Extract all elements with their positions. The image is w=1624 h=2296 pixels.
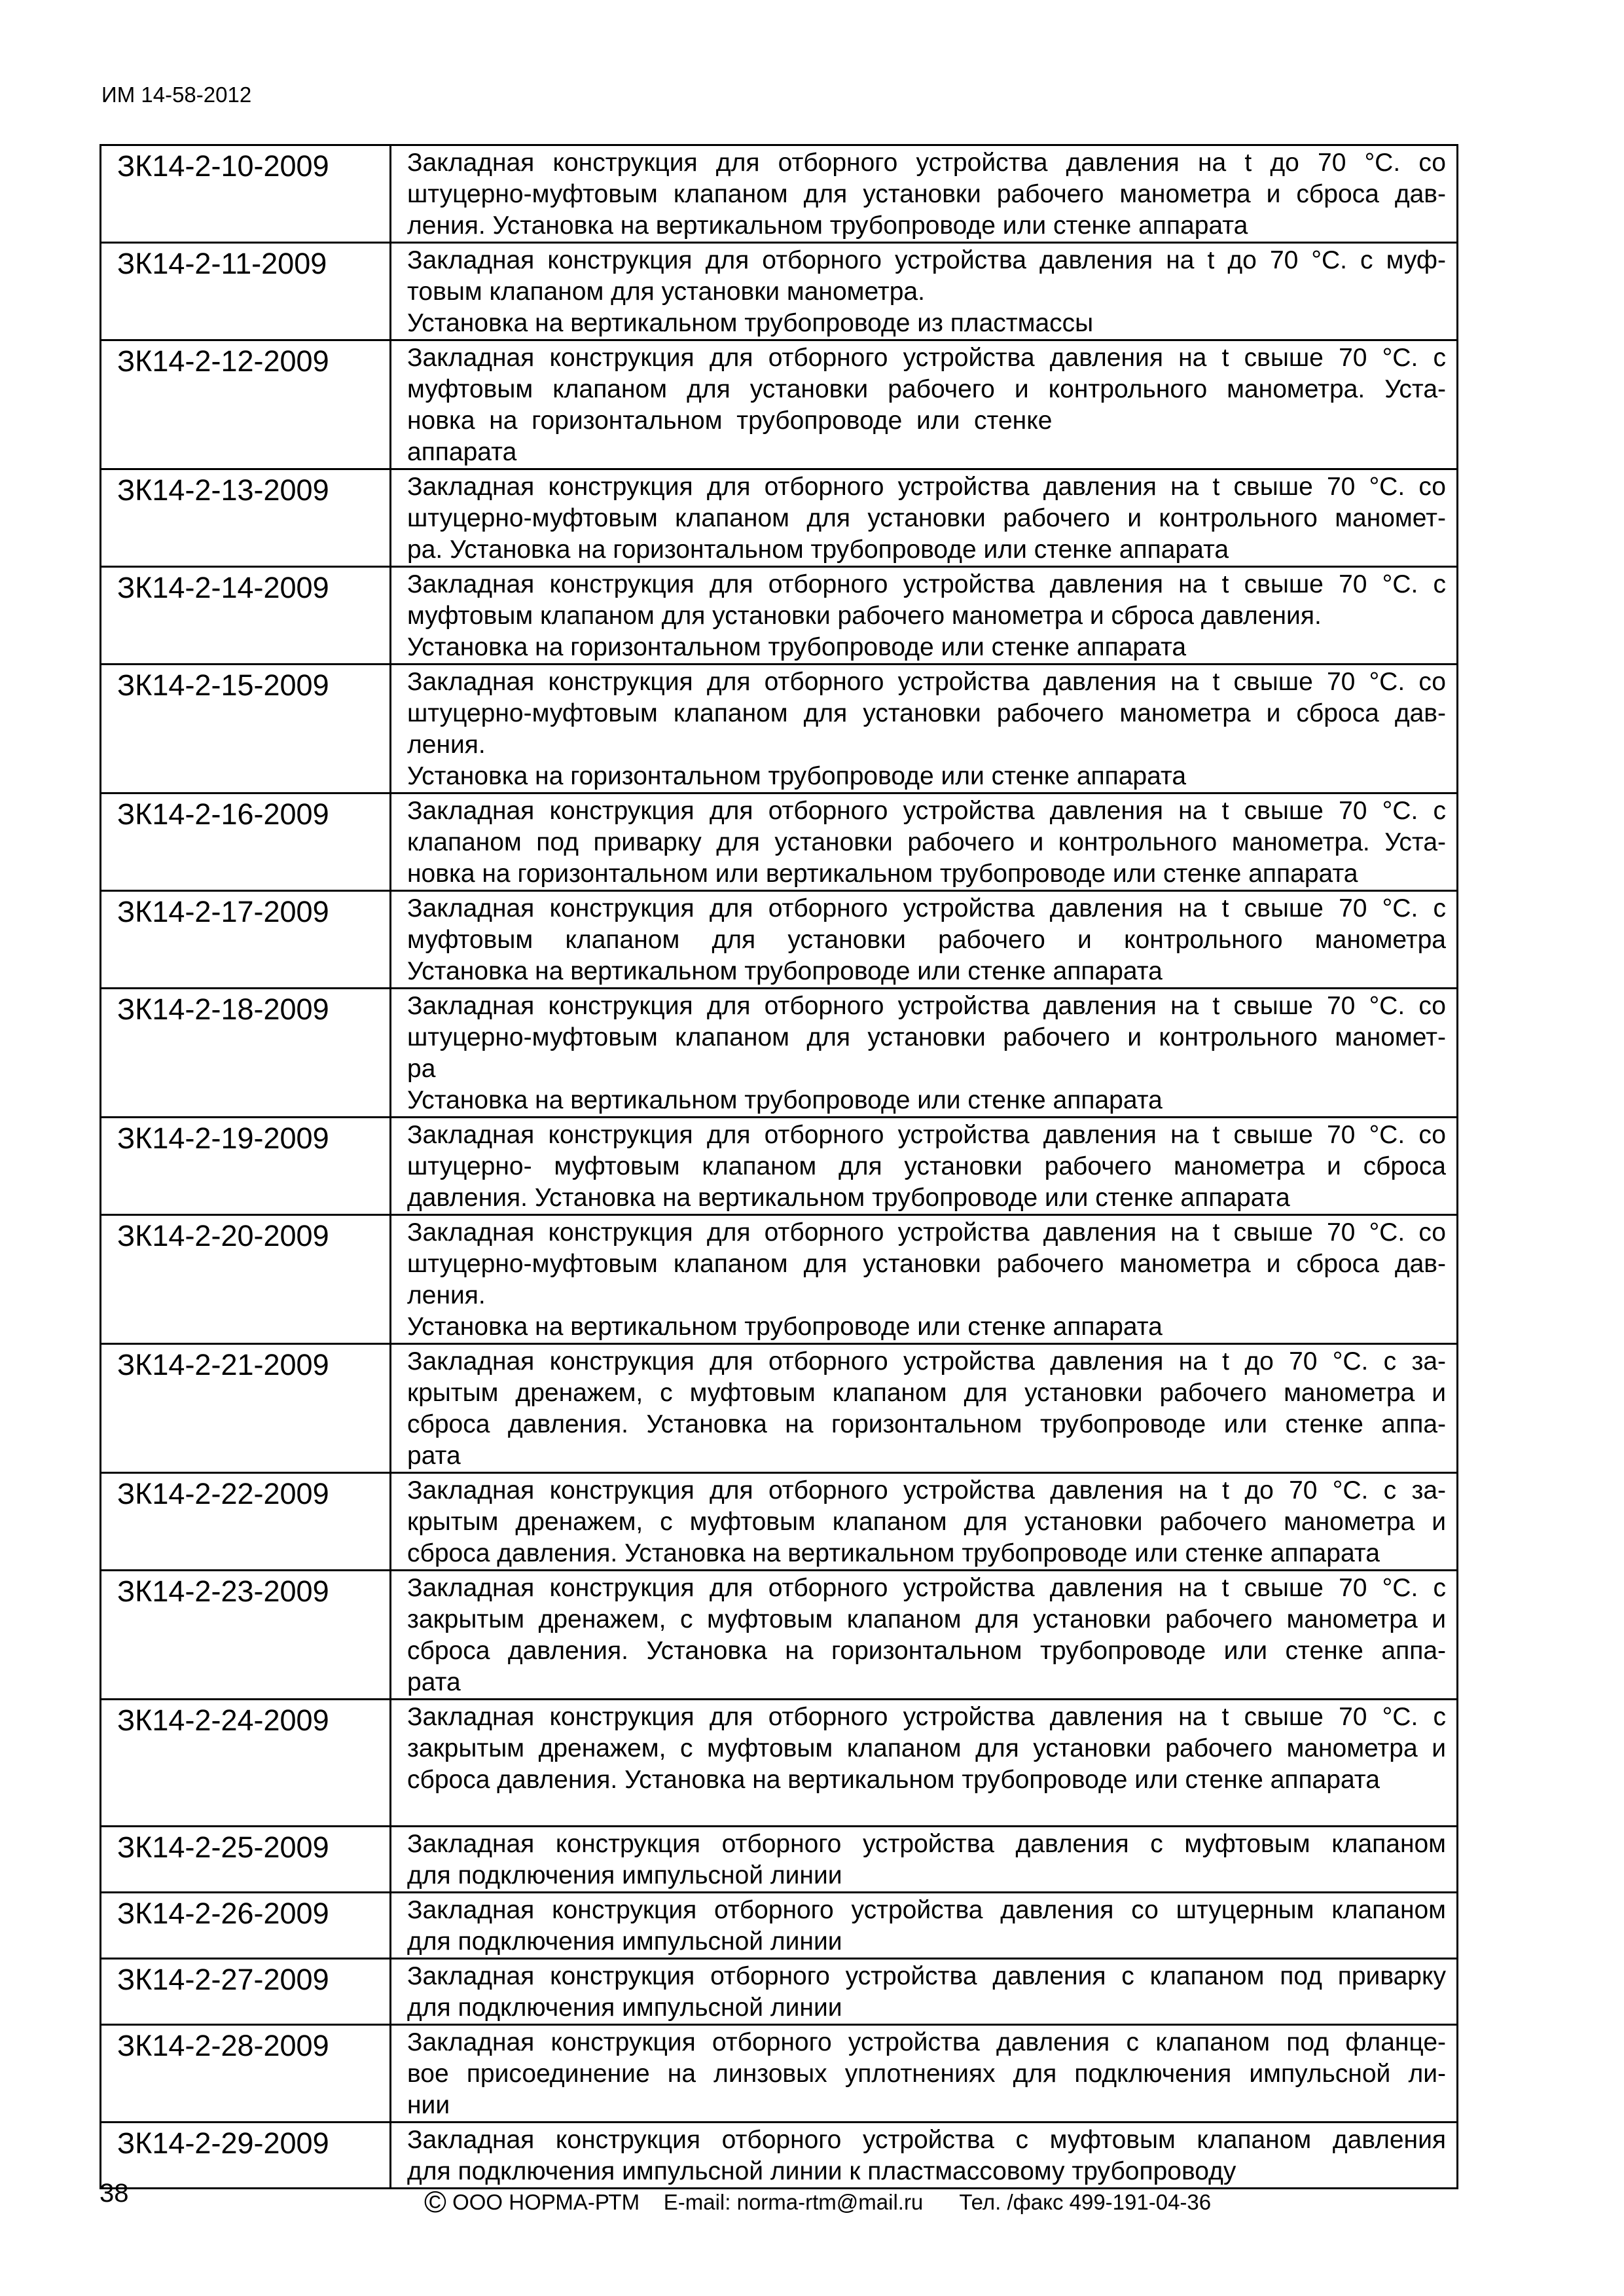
table-row — [101, 2123, 1458, 2189]
description-line: аппарата — [407, 438, 517, 466]
table-row — [101, 665, 1458, 793]
description-line: Закладная конструкция для отборного устройства давления на t свыше 70 °С. с — [407, 1574, 1446, 1602]
description-line: Закладная конструкция отборного устройства давления с муфтовым клапаном — [407, 1830, 1446, 1858]
description-cell — [391, 1893, 1458, 1959]
description-line: крытым дренажем, с муфтовым клапаном для установки рабочего манометра и — [407, 1508, 1446, 1536]
footer-email: E-mail: norma-rtm@mail.ru — [663, 2190, 924, 2214]
designation-cell: ЗК14-2-17-2009 — [101, 891, 391, 989]
description-line: Закладная конструкция для отборного устройства давления на t свыше 70 °С. с — [407, 1703, 1446, 1731]
page-number: 38 — [99, 2179, 129, 2208]
description-line: ра — [407, 1055, 436, 1083]
document-code: ИМ 14-58-2012 — [101, 82, 252, 107]
table-row — [101, 567, 1458, 665]
description-line: Установка на вертикальном трубопроводе из пластмассы — [407, 309, 1094, 337]
designation-cell: ЗК14-2-11-2009 — [101, 243, 391, 340]
description-cell — [391, 989, 1458, 1118]
description-line: крытым дренажем, с муфтовым клапаном для установки рабочего манометра и — [407, 1379, 1446, 1407]
description-line: Закладная конструкция для отборного устройства давления на t свыше 70 °С. со — [407, 473, 1446, 501]
description-cell — [391, 145, 1458, 243]
description-line: новка на горизонтальном трубопроводе или стенке — [407, 407, 1053, 435]
table-row — [101, 2025, 1458, 2123]
description-cell — [391, 665, 1458, 793]
description-line: Закладная конструкция для отборного устройства давления на t свыше 70 °С. со — [407, 992, 1446, 1020]
designation-cell: ЗК14-2-15-2009 — [101, 665, 391, 793]
description-line: для подключения импульсной линии — [407, 1927, 842, 1956]
table-row — [101, 243, 1458, 340]
description-line: Закладная конструкция для отборного устройства давления на t свыше 70 °С. с — [407, 344, 1446, 372]
table-row — [101, 469, 1458, 567]
description-line: Установка на вертикальном трубопроводе или стенке аппарата — [407, 1086, 1163, 1114]
description-line: Закладная конструкция для отборного устройства давления на t свыше 70 °С. со — [407, 1218, 1446, 1247]
designation-cell: ЗК14-2-29-2009 — [101, 2123, 391, 2189]
description-cell — [391, 1827, 1458, 1893]
designation-cell: ЗК14-2-23-2009 — [101, 1571, 391, 1700]
description-line: муфтовым клапаном для установки рабочего и контрольного манометра. Уста- — [407, 375, 1446, 403]
description-cell — [391, 891, 1458, 989]
description-line: товым клапаном для установки манометра. — [407, 278, 925, 306]
description-line: муфтовым клапаном для установки рабочего манометра и сброса давления. — [407, 602, 1322, 630]
description-line: новка на горизонтальном или вертикальном трубопроводе или стенке аппарата — [407, 860, 1358, 888]
description-line: ления. — [407, 731, 486, 759]
designation-cell: ЗК14-2-24-2009 — [101, 1700, 391, 1827]
description-line: Установка на вертикальном трубопроводе или стенке аппарата — [407, 1313, 1163, 1341]
designation-cell: ЗК14-2-26-2009 — [101, 1893, 391, 1959]
table-row — [101, 1700, 1458, 1827]
description-line: Закладная конструкция для отборного устройства давления на t свыше 70 °С. с — [407, 894, 1446, 922]
description-line: нии — [407, 2091, 450, 2119]
footer-company: ООО НОРМА-РТМ — [452, 2190, 640, 2214]
designation-cell: ЗК14-2-21-2009 — [101, 1344, 391, 1473]
footer-phone: Тел. /факс 499-191-04-36 — [959, 2190, 1212, 2214]
description-cell — [391, 1700, 1458, 1827]
description-cell — [391, 1959, 1458, 2025]
footer — [424, 2181, 1211, 2217]
designation-cell: ЗК14-2-10-2009 — [101, 145, 391, 243]
description-line: ра. Установка на горизонтальном трубопроводе или стенке аппарата — [407, 536, 1229, 564]
description-line: Закладная конструкция для отборного устройства давления на t свыше 70 °С. со — [407, 668, 1446, 696]
description-cell — [391, 2025, 1458, 2123]
description-line: рата — [407, 1668, 461, 1696]
table-row — [101, 1827, 1458, 1893]
description-line: ления. Установка на вертикальном трубопроводе или стенке аппарата — [407, 211, 1248, 240]
description-line: Закладная конструкция для отборного устройства давления на t до 70 °С. с муф- — [407, 246, 1446, 274]
table-row — [101, 1344, 1458, 1473]
description-line: Установка на горизонтальном трубопроводе или стенке аппарата — [407, 633, 1187, 661]
table-row — [101, 1473, 1458, 1571]
description-line: штуцерно-муфтовым клапаном для установки рабочего и контрольного маномет- — [407, 1023, 1446, 1051]
description-line: Установка на горизонтальном трубопроводе или стенке аппарата — [407, 762, 1187, 790]
description-line: Закладная конструкция для отборного устройства давления на t до 70 °С. с за- — [407, 1347, 1446, 1376]
description-line: Закладная конструкция для отборного устройства давления на t до 70 °С. со — [407, 149, 1446, 177]
description-line: Закладная конструкция отборного устройства давления со штуцерным клапаном — [407, 1896, 1446, 1924]
description-line: давления. Установка на вертикальном трубопроводе или стенке аппарата — [407, 1184, 1290, 1212]
description-cell — [391, 1118, 1458, 1215]
table-row — [101, 1959, 1458, 2025]
description-line: муфтовым клапаном для установки рабочего и контрольного манометра — [407, 926, 1446, 954]
copyright-icon: © — [424, 2185, 446, 2219]
description-line: Закладная конструкция для отборного устройства давления на t свыше 70 °С. со — [407, 1121, 1446, 1149]
description-line: Закладная конструкция отборного устройства с муфтовым клапаном давления — [407, 2126, 1446, 2154]
description-line: закрытым дренажем, с муфтовым клапаном для установки рабочего манометра и — [407, 1734, 1446, 1762]
description-line: Закладная конструкция отборного устройства давления с клапаном под фланце- — [407, 2028, 1446, 2056]
designation-cell: ЗК14-2-14-2009 — [101, 567, 391, 665]
table-row — [101, 891, 1458, 989]
table-row — [101, 793, 1458, 891]
description-line: ления. — [407, 1281, 486, 1309]
description-line: штуцерно-муфтовым клапаном для установки рабочего манометра и сброса дав- — [407, 180, 1446, 208]
description-cell — [391, 1571, 1458, 1700]
table-row — [101, 989, 1458, 1118]
table-row — [101, 1118, 1458, 1215]
description-line: для подключения импульсной линии — [407, 1994, 842, 2022]
description-line: закрытым дренажем, с муфтовым клапаном для установки рабочего манометра и — [407, 1605, 1446, 1633]
designation-cell: ЗК14-2-19-2009 — [101, 1118, 391, 1215]
designation-cell: ЗК14-2-18-2009 — [101, 989, 391, 1118]
description-line: клапаном под приварку для установки рабочего и контрольного манометра. Уста- — [407, 828, 1446, 856]
description-line: вое присоединение на линзовых уплотнениях для подключения импульсной ли- — [407, 2060, 1446, 2088]
description-line: сброса давления. Установка на горизонтальном трубопроводе или стенке аппа- — [407, 1410, 1446, 1438]
description-cell — [391, 1473, 1458, 1571]
description-cell — [391, 1344, 1458, 1473]
description-line: Закладная конструкция для отборного устройства давления на t свыше 70 °С. с — [407, 570, 1446, 598]
specification-table — [99, 144, 1458, 2189]
designation-cell: ЗК14-2-16-2009 — [101, 793, 391, 891]
designation-cell: ЗК14-2-27-2009 — [101, 1959, 391, 2025]
description-line: для подключения импульсной линии — [407, 1861, 842, 1889]
description-cell — [391, 567, 1458, 665]
description-line: штуцерно- муфтовым клапаном для установки рабочего манометра и сброса — [407, 1152, 1446, 1180]
description-line: Закладная конструкция для отборного устройства давления на t свыше 70 °С. с — [407, 797, 1446, 825]
description-cell — [391, 340, 1458, 469]
designation-cell: ЗК14-2-12-2009 — [101, 340, 391, 469]
table-row — [101, 1215, 1458, 1344]
description-line: штуцерно-муфтовым клапаном для установки рабочего манометра и сброса дав- — [407, 699, 1446, 727]
description-cell — [391, 793, 1458, 891]
description-cell — [391, 2123, 1458, 2189]
description-line: штуцерно-муфтовым клапаном для установки рабочего манометра и сброса дав- — [407, 1250, 1446, 1278]
description-line: штуцерно-муфтовым клапаном для установки рабочего и контрольного маномет- — [407, 504, 1446, 532]
description-line: для подключения импульсной линии к пластмассовому трубопроводу — [407, 2157, 1236, 2185]
description-line: сброса давления. Установка на вертикальном трубопроводе или стенке аппарата — [407, 1539, 1380, 1567]
description-line: сброса давления. Установка на горизонтальном трубопроводе или стенке аппа- — [407, 1637, 1446, 1665]
table-row — [101, 1571, 1458, 1700]
table-body — [101, 145, 1458, 2189]
table-row — [101, 145, 1458, 243]
description-line: Установка на вертикальном трубопроводе или стенке аппарата — [407, 957, 1163, 985]
table-row — [101, 340, 1458, 469]
description-cell — [391, 243, 1458, 340]
description-cell — [391, 469, 1458, 567]
description-line: рата — [407, 1442, 461, 1470]
table-row — [101, 1893, 1458, 1959]
designation-cell: ЗК14-2-25-2009 — [101, 1827, 391, 1893]
designation-cell: ЗК14-2-22-2009 — [101, 1473, 391, 1571]
designation-cell: ЗК14-2-28-2009 — [101, 2025, 391, 2123]
designation-cell: ЗК14-2-13-2009 — [101, 469, 391, 567]
description-line: Закладная конструкция отборного устройства давления с клапаном под приварку — [407, 1962, 1446, 1990]
description-cell — [391, 1215, 1458, 1344]
designation-cell: ЗК14-2-20-2009 — [101, 1215, 391, 1344]
description-line: сброса давления. Установка на вертикальном трубопроводе или стенке аппарата — [407, 1766, 1380, 1794]
description-line: Закладная конструкция для отборного устройства давления на t до 70 °С. с за- — [407, 1476, 1446, 1504]
